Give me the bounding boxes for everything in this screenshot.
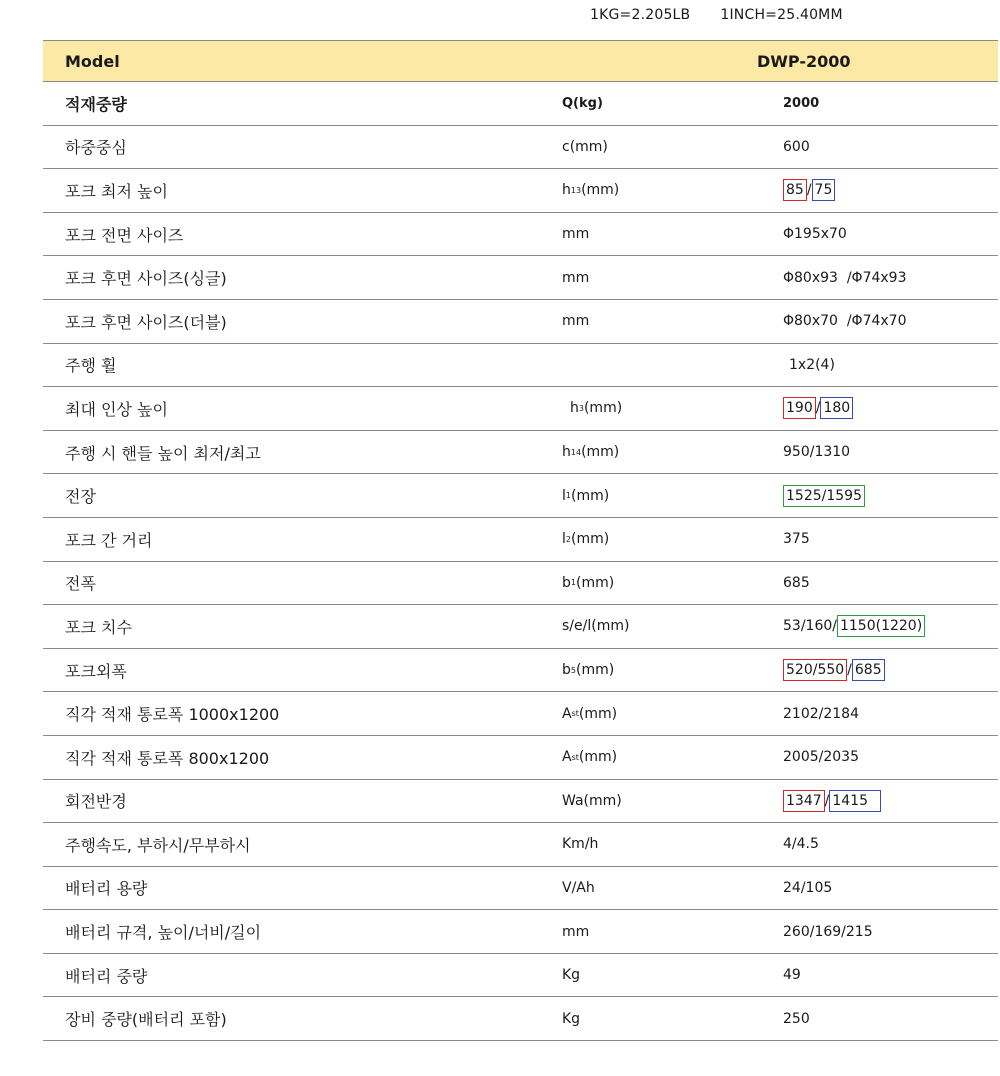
row-value: 24/105	[783, 879, 833, 896]
row-label: 주행 시 핸들 높이 최저/최고	[65, 443, 261, 463]
table-row	[43, 954, 998, 998]
row-unit: h 13 (mm)	[562, 182, 620, 199]
row-label: 주행속도, 부하시/무부하시	[65, 835, 251, 855]
row-value: 190 / 180	[783, 387, 853, 430]
row-value: 49	[783, 967, 801, 984]
row-value: 600	[783, 138, 810, 155]
row-unit: b 5 (mm)	[562, 662, 615, 679]
row-unit: c(mm)	[562, 138, 608, 155]
row-unit: b 1 (mm)	[562, 574, 615, 591]
highlight-blue: 75	[812, 179, 836, 201]
row-unit: A st (mm)	[562, 749, 618, 766]
row-label: 적재중량	[65, 94, 127, 114]
table-row	[43, 823, 998, 867]
row-label: 배터리 중량	[65, 966, 148, 986]
inch-conversion: 1INCH=25.40MM	[720, 7, 843, 23]
highlight-green: 1525/1595	[783, 485, 865, 507]
table-row	[43, 431, 998, 475]
row-value: Φ80x93 /Φ74x93	[783, 269, 907, 286]
row-value	[783, 474, 865, 517]
row-label: 회전반경	[65, 792, 127, 812]
row-label: 포크 치수	[65, 617, 132, 637]
table-row	[43, 997, 998, 1041]
row-value: 520/550 / 685	[783, 649, 885, 692]
highlight-red: 190	[783, 397, 816, 419]
table-row	[43, 692, 998, 736]
row-unit: A st (mm)	[562, 705, 618, 722]
row-label: 배터리 용량	[65, 879, 148, 899]
table-row	[43, 126, 998, 170]
row-value: 260/169/215	[783, 923, 873, 940]
row-label: 포크외폭	[65, 661, 127, 681]
highlight-green: 1150(1220)	[837, 615, 925, 637]
row-unit: l 1 (mm)	[562, 487, 610, 504]
table-row	[43, 256, 998, 300]
row-unit: Kg	[562, 967, 581, 984]
highlight-blue: 180	[820, 397, 853, 419]
row-value: 2000	[783, 95, 820, 111]
row-label: 포크 전면 사이즈	[65, 225, 184, 245]
table-row	[43, 213, 998, 257]
row-value: 2005/2035	[783, 749, 859, 766]
table-row	[43, 300, 998, 344]
kg-conversion: 1KG=2.205LB	[590, 7, 691, 23]
table-row	[43, 387, 998, 431]
header-row	[43, 40, 998, 82]
table-row	[43, 867, 998, 911]
row-value: 85 / 75	[783, 169, 835, 212]
row-value: 250	[783, 1010, 810, 1027]
table-row	[43, 82, 998, 126]
table-row	[43, 649, 998, 693]
row-value: 2102/2184	[783, 705, 859, 722]
row-value: 53/160/ 1150(1220)	[783, 605, 925, 648]
row-value: 375	[783, 531, 810, 548]
row-label: 전장	[65, 487, 96, 507]
row-unit: Wa (mm)	[562, 792, 622, 809]
row-unit: s/e/l(mm)	[562, 618, 630, 635]
table-row	[43, 518, 998, 562]
row-label: 장비 중량(배터리 포함)	[65, 1010, 227, 1030]
table-row	[43, 169, 998, 213]
row-label: 최대 인상 높이	[65, 399, 168, 419]
row-value: 1347 / 1415	[783, 780, 881, 823]
row-label: 전폭	[65, 574, 96, 594]
table-row	[43, 474, 998, 518]
row-label: 포크 후면 사이즈(싱글)	[65, 269, 227, 289]
header-label: Model	[65, 51, 120, 71]
row-unit: h 14 (mm)	[562, 444, 620, 461]
row-unit: Q(kg)	[562, 95, 603, 111]
row-unit: mm	[562, 269, 590, 286]
row-label: 포크 후면 사이즈(더블)	[65, 312, 227, 332]
row-unit: Kg	[562, 1010, 581, 1027]
spec-table	[43, 40, 998, 1041]
row-value: 1x2(4)	[789, 356, 835, 373]
highlight-red: 520/550	[783, 659, 847, 681]
table-row	[43, 780, 998, 824]
row-label: 하중중심	[65, 138, 127, 158]
row-unit: h 3 (mm)	[570, 400, 623, 417]
highlight-blue: 1415	[829, 790, 881, 812]
highlight-red: 1347	[783, 790, 825, 812]
highlight-red: 85	[783, 179, 807, 201]
row-unit: mm	[562, 226, 590, 243]
row-unit: l 2 (mm)	[562, 531, 610, 548]
row-value: Φ195x70	[783, 226, 847, 243]
row-value: 4/4.5	[783, 836, 819, 853]
row-unit: Km/h	[562, 836, 599, 853]
header-model: DWP-2000	[757, 51, 851, 71]
unit-conversion-note	[590, 7, 873, 23]
row-unit: mm	[562, 923, 590, 940]
row-value: 685	[783, 574, 810, 591]
row-value: 950/1310	[783, 444, 851, 461]
row-label: 직각 적재 통로폭 1000x1200	[65, 705, 280, 725]
table-row	[43, 910, 998, 954]
highlight-blue: 685	[852, 659, 885, 681]
row-label: 배터리 규격, 높이/너비/길이	[65, 923, 262, 943]
row-unit: mm	[562, 313, 590, 330]
table-row	[43, 344, 998, 388]
row-label: 주행 휠	[65, 356, 117, 376]
row-value: Φ80x70 /Φ74x70	[783, 313, 907, 330]
table-row	[43, 562, 998, 606]
row-unit: V/Ah	[562, 879, 595, 896]
row-label: 직각 적재 통로폭 800x1200	[65, 748, 270, 768]
row-label: 포크 최저 높이	[65, 181, 168, 201]
table-row	[43, 605, 998, 649]
table-row	[43, 736, 998, 780]
row-label: 포크 간 거리	[65, 530, 153, 550]
